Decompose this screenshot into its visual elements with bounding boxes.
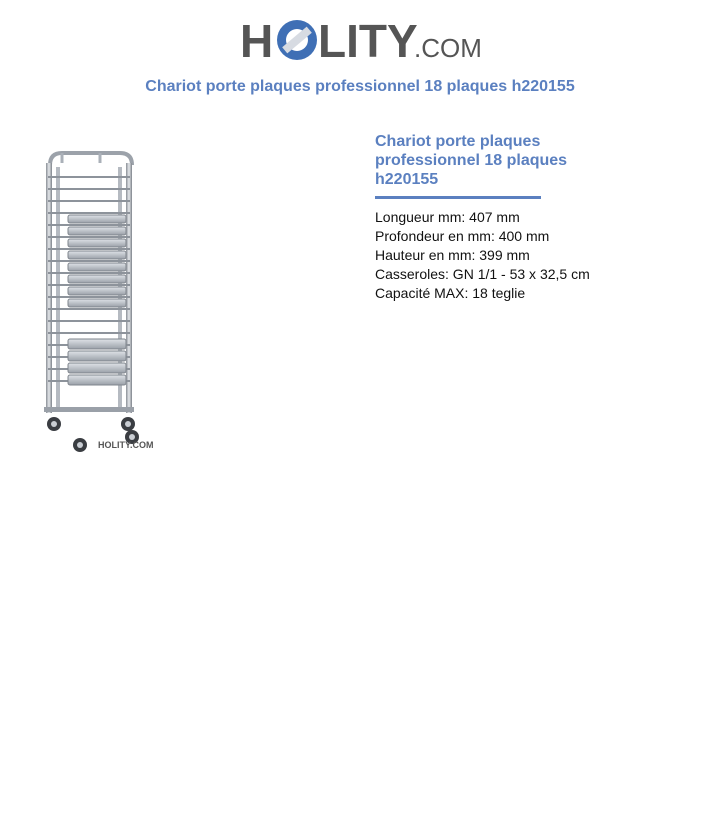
product-image-trolley	[38, 145, 162, 457]
logo-circle-icon	[277, 20, 317, 60]
page-title: Chariot porte plaques professionnel 18 plaques h220155	[145, 78, 575, 95]
product-title: Chariot porte plaques professionnel 18 plaques h220155	[375, 133, 568, 188]
spec-length: Longueur mm: 407 mm	[375, 209, 520, 225]
product-details	[375, 132, 675, 303]
spec-pans: Casseroles: GN 1/1 - 53 x 32,5 cm	[375, 266, 590, 282]
logo-letters-lity: LITY	[318, 15, 418, 67]
title-divider	[375, 196, 541, 199]
spec-height: Hauteur en mm: 399 mm	[375, 247, 530, 263]
logo-letter-h: H	[240, 15, 274, 67]
spec-list	[375, 208, 675, 303]
logo-suffix-com: .COM	[414, 33, 482, 63]
watermark-logo: HOLITY.COM	[98, 440, 154, 450]
holity-logo[interactable]	[238, 14, 488, 68]
spec-depth: Profondeur en mm: 400 mm	[375, 228, 550, 244]
spec-capacity: Capacité MAX: 18 teglie	[375, 285, 526, 301]
